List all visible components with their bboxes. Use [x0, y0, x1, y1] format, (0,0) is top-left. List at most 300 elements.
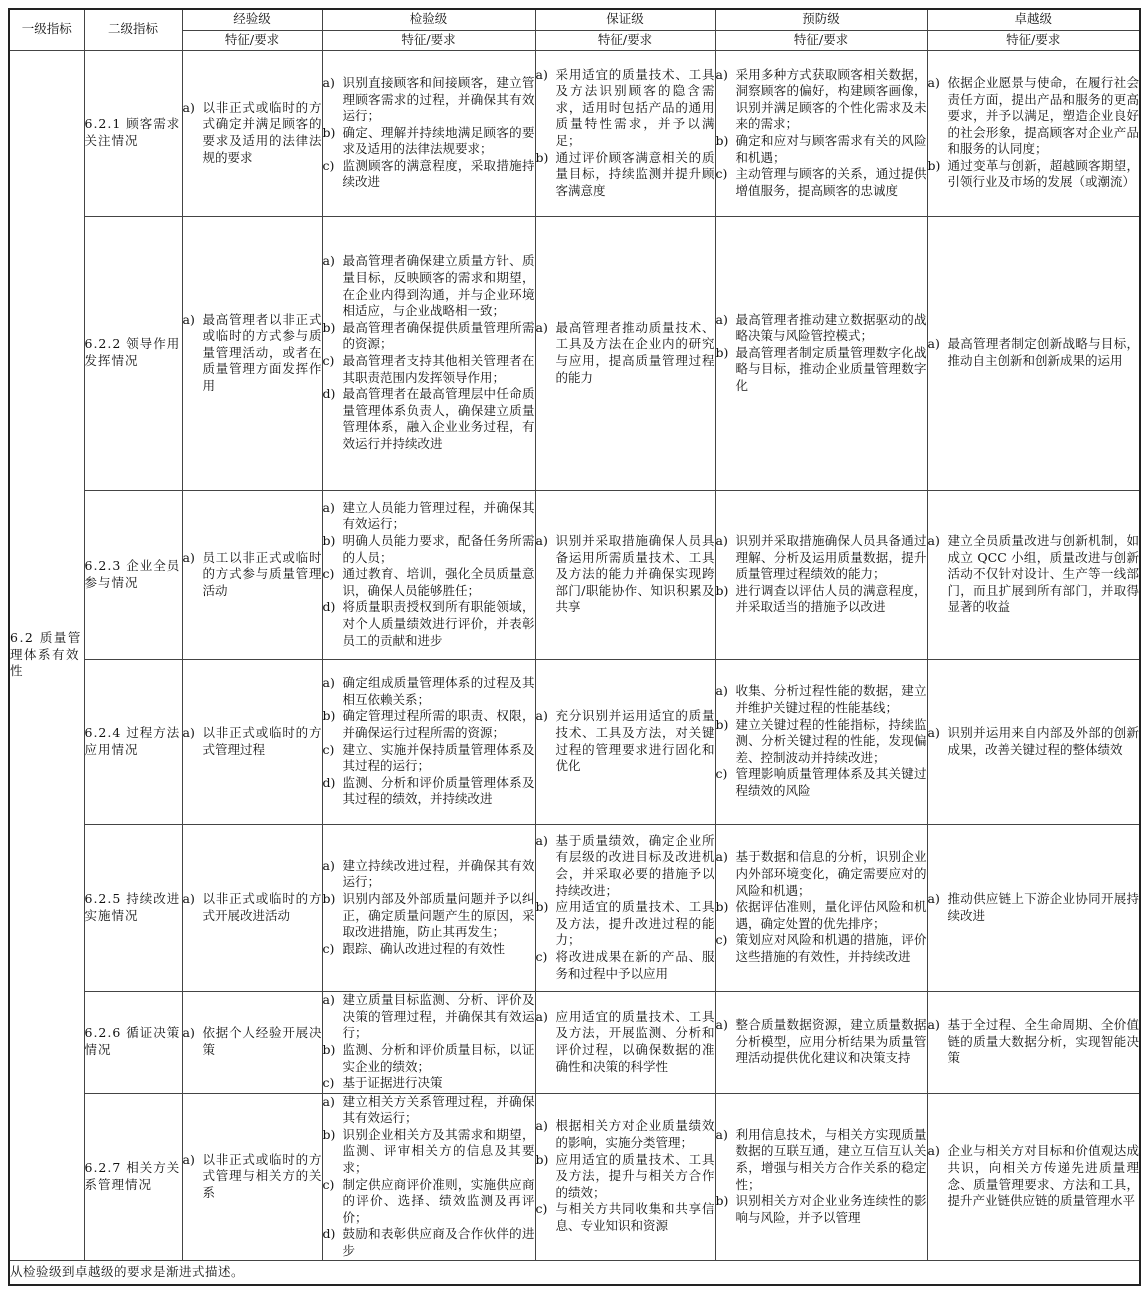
requirement-cell [182, 824, 322, 991]
requirement-item [536, 150, 715, 200]
requirement-item [716, 345, 927, 395]
requirement-item [716, 67, 927, 133]
item-marker: a) [535, 66, 548, 82]
requirement-cell [715, 216, 927, 490]
item-marker: c) [715, 932, 728, 948]
requirement-list [536, 833, 715, 982]
requirement-list [716, 1017, 927, 1067]
item-text: 建立质量目标监测、分析、评价及决策的管理过程，并确保其有效运行； [342, 992, 535, 1041]
item-marker: b) [535, 899, 549, 915]
item-marker: a) [927, 890, 940, 906]
item-marker: a) [182, 724, 195, 740]
requirement-item [323, 533, 535, 566]
requirement-cell [535, 490, 715, 659]
item-marker: b) [715, 582, 729, 598]
table-row [9, 490, 1140, 659]
requirement-item [323, 75, 535, 125]
requirement-item [928, 75, 1140, 158]
requirement-item [536, 1118, 715, 1151]
table-row [9, 50, 1140, 216]
requirement-cell [322, 824, 535, 991]
item-marker: b) [715, 716, 729, 732]
requirement-item [323, 566, 535, 599]
requirement-item [323, 742, 535, 775]
requirement-cell [535, 659, 715, 824]
requirement-item [928, 158, 1140, 191]
requirement-item [183, 725, 322, 758]
table-body [9, 50, 1140, 1260]
item-marker: a) [535, 319, 548, 335]
requirement-item [183, 100, 322, 166]
requirement-list [323, 1094, 535, 1260]
item-text: 充分识别并运用适宜的质量技术、工具及方法，对关键过程的管理要求进行固化和优化 [555, 708, 715, 774]
item-text: 识别并采取措施确保人员具备通过理解、分析及运用质量数据，提升质量管理过程绩效的能力； [735, 533, 927, 582]
requirement-item [323, 1094, 535, 1127]
requirement-item [323, 1177, 535, 1227]
requirement-list [928, 891, 1140, 924]
requirement-cell [322, 50, 535, 216]
item-marker: a) [715, 533, 728, 549]
requirement-item [323, 858, 535, 891]
item-marker: a) [715, 311, 728, 327]
item-marker: a) [535, 1008, 548, 1024]
item-marker: c) [322, 1176, 335, 1192]
requirement-item [928, 336, 1140, 369]
item-text: 建立相关方关系管理过程，并确保其有效运行； [342, 1093, 535, 1126]
requirement-item [716, 133, 927, 166]
item-text: 利用信息技术，与相关方实现质量数据的互联互通，建立互信互认关系，增强与相关方合作关系的稳定性； [735, 1126, 927, 1192]
requirement-item [716, 1193, 927, 1226]
level2-indicator: 6.2.6 循证决策情况 [84, 991, 182, 1093]
item-marker: a) [322, 253, 335, 269]
requirement-item [323, 253, 535, 319]
requirement-item [716, 312, 927, 345]
table-row [9, 659, 1140, 824]
item-text: 基于质量绩效，确定企业所有层级的改进目标及改进机会，并采取必要的措施予以持续改进； [555, 832, 715, 898]
requirement-cell [182, 216, 322, 490]
item-marker: b) [715, 899, 729, 915]
requirement-list [183, 891, 322, 924]
item-marker: b) [715, 344, 729, 360]
item-text: 员工以非正式或临时的方式参与质量管理活动 [202, 549, 322, 598]
item-text: 最高管理者确保建立质量方针、质量目标，反映顾客的需求和期望，在企业内得到沟通，并与企业环境相适应，与企业战略相一致； [342, 253, 535, 319]
item-marker: a) [535, 832, 548, 848]
requirement-item [323, 675, 535, 708]
item-marker: a) [715, 849, 728, 865]
item-text: 识别内部及外部质量问题并予以纠正，确定质量问题产生的原因，采取改进措施，防止其再发生； [342, 890, 535, 940]
requirement-item [536, 708, 715, 774]
requirement-list [716, 312, 927, 395]
requirement-cell [535, 991, 715, 1093]
item-marker: c) [715, 166, 728, 182]
level1-indicator: 6.2 质量管理体系有效性 [9, 50, 84, 1260]
requirement-item [323, 158, 535, 191]
item-text: 整合质量数据资源，建立质量数据分析模型，应用分析结果为质量管理活动提供优化建议和决策支持 [735, 1017, 927, 1066]
requirement-item [716, 766, 927, 799]
requirement-cell [322, 216, 535, 490]
requirement-cell [535, 216, 715, 490]
item-marker: a) [182, 99, 195, 115]
requirement-item [323, 1042, 535, 1075]
item-marker: a) [715, 683, 728, 699]
item-marker: c) [322, 566, 335, 582]
item-marker: a) [927, 533, 940, 549]
requirement-cell [182, 991, 322, 1093]
item-marker: c) [322, 940, 335, 956]
item-text: 制定供应商评价准则，实施供应商的评价、选择、绩效监测及再评价； [342, 1176, 535, 1225]
subheader-requirements: 特征/要求 [927, 30, 1140, 50]
item-marker: b) [322, 533, 336, 549]
item-text: 最高管理者推动质量技术、工具及方法在企业内的研究与应用，提高质量管理过程的能力 [555, 319, 715, 385]
requirement-list [716, 533, 927, 616]
requirement-item [536, 320, 715, 386]
requirement-cell [715, 824, 927, 991]
item-text: 明确人员能力要求，配备任务所需的人员； [342, 533, 535, 565]
requirement-list [536, 708, 715, 774]
requirement-cell [182, 490, 322, 659]
level2-indicator: 6.2.3 企业全员参与情况 [84, 490, 182, 659]
item-marker: b) [535, 1151, 549, 1167]
requirement-item [716, 849, 927, 899]
item-text: 进行调查以评估人员的满意程度，并采取适当的措施予以改进 [735, 582, 927, 615]
item-text: 确定管理过程所需的职责、权限，并确保运行过程所需的资源； [342, 708, 535, 740]
item-marker: a) [715, 1017, 728, 1033]
item-text: 将质量职责授权到所有职能领域，对个人质量绩效进行评价，并表彰员工的贡献和进步 [342, 599, 535, 648]
requirement-item [716, 683, 927, 716]
requirement-item [536, 833, 715, 899]
item-text: 以非正式或临时的方式管理过程 [202, 724, 322, 757]
requirement-item [323, 708, 535, 741]
requirement-list [536, 533, 715, 616]
item-text: 建立关键过程的性能指标，持续监测、分析关键过程的性能，发现偏差、控制波动并持续改进； [735, 716, 927, 765]
item-text: 识别并采取措施确保人员具备运用所需质量技术、工具及方法的能力并确保实现跨部门/职能协作、知识积累及共享 [555, 533, 715, 615]
requirement-item [183, 312, 322, 395]
item-marker: a) [182, 311, 195, 327]
requirement-list [928, 725, 1140, 758]
item-text: 策划应对风险和机遇的措施，评价这些措施的有效性，并持续改进 [735, 932, 927, 964]
requirement-list [183, 312, 322, 395]
requirement-item [928, 1017, 1140, 1067]
subheader-requirements: 特征/要求 [715, 30, 927, 50]
requirement-item [323, 386, 535, 452]
requirement-item [928, 533, 1140, 616]
requirement-list [183, 550, 322, 600]
requirement-list [928, 75, 1140, 191]
requirement-item [323, 1226, 535, 1259]
requirement-cell [182, 1093, 322, 1260]
level2-indicator: 6.2.4 过程方法应用情况 [84, 659, 182, 824]
item-marker: b) [535, 149, 549, 165]
item-marker: a) [322, 74, 335, 90]
item-text: 企业与相关方对目标和价值观达成共识，向相关方传递先进质量理念、质量管理要求、方法和工具，提升产业链供应链的质量管理水平 [947, 1143, 1139, 1209]
item-marker: a) [182, 1151, 195, 1167]
item-text: 与相关方共同收集和共享信息、专业知识和资源 [555, 1201, 715, 1233]
requirement-item [536, 67, 715, 150]
item-marker: b) [322, 319, 336, 335]
item-text: 根据相关方对企业质量绩效的影响，实施分类管理； [555, 1118, 715, 1151]
requirement-item [716, 1127, 927, 1193]
requirement-list [928, 336, 1140, 369]
item-marker: b) [322, 1042, 336, 1057]
requirement-list [323, 858, 535, 958]
requirement-item [928, 725, 1140, 758]
requirement-cell [322, 490, 535, 659]
requirement-item [323, 1075, 535, 1092]
requirement-item [716, 533, 927, 583]
item-marker: c) [322, 157, 335, 173]
item-text: 最高管理者以非正式或临时的方式参与质量管理活动，或者在质量管理方面发挥作用 [202, 311, 322, 393]
requirement-item [536, 1201, 715, 1234]
header-grade-prevention: 预防级 [715, 9, 927, 30]
item-text: 应用适宜的质量技术、工具及方法，提升与相关方合作的绩效； [555, 1151, 715, 1200]
requirement-cell [927, 991, 1140, 1093]
item-marker: a) [322, 499, 335, 515]
item-marker: a) [182, 890, 195, 906]
requirement-item [323, 941, 535, 958]
item-marker: a) [927, 336, 940, 352]
requirement-list [323, 75, 535, 191]
item-marker: a) [535, 1118, 548, 1134]
requirement-item [928, 891, 1140, 924]
requirement-item [716, 166, 927, 199]
item-text: 通过教育、培训，强化全员质量意识，确保人员能够胜任； [342, 566, 535, 598]
header-level2: 二级指标 [84, 9, 182, 50]
item-text: 依据评估准则，量化评估风险和机遇，确定处置的优先排序； [735, 899, 927, 931]
item-marker: c) [535, 1201, 548, 1217]
requirement-item [716, 1017, 927, 1067]
requirement-list [716, 1127, 927, 1227]
requirement-item [183, 550, 322, 600]
requirement-item [323, 599, 535, 649]
requirement-cell [182, 50, 322, 216]
item-marker: d) [322, 774, 336, 790]
requirement-list [323, 992, 535, 1092]
requirement-list [183, 100, 322, 166]
item-text: 最高管理者制定创新战略与目标，推动自主创新和创新成果的运用 [947, 336, 1139, 368]
header-grade-excellence: 卓越级 [927, 9, 1140, 30]
item-text: 以非正式或临时的方式确定并满足顾客的要求及适用的法律法规的要求 [202, 99, 322, 165]
item-marker: a) [535, 533, 548, 549]
requirement-item [716, 583, 927, 616]
requirement-cell [927, 490, 1140, 659]
item-marker: a) [927, 74, 940, 90]
item-marker: a) [322, 675, 335, 691]
item-text: 最高管理者确保提供质量管理所需的资源； [342, 319, 535, 352]
requirement-cell [322, 659, 535, 824]
item-text: 鼓励和表彰供应商及合作伙伴的进步 [342, 1226, 535, 1258]
requirement-item [323, 125, 535, 158]
item-text: 收集、分析过程性能的数据，建立并维护关键过程的性能基线； [735, 683, 927, 716]
item-marker: b) [322, 1126, 336, 1142]
item-marker: a) [322, 1093, 335, 1109]
requirement-cell [715, 50, 927, 216]
item-marker: a) [927, 724, 940, 740]
requirement-item [323, 891, 535, 941]
item-marker: c) [715, 766, 728, 782]
item-marker: b) [322, 124, 336, 140]
item-marker: c) [535, 948, 548, 964]
item-marker: a) [182, 549, 195, 565]
item-text: 基于数据和信息的分析，识别企业内外部环境变化，确定需要应对的风险和机遇； [735, 849, 927, 898]
item-text: 识别相关方对企业业务连续性的影响与风险，并予以管理 [735, 1193, 927, 1225]
requirement-list [536, 67, 715, 200]
item-marker: b) [715, 1193, 729, 1209]
requirement-cell [715, 659, 927, 824]
item-text: 采用适宜的质量技术、工具及方法识别顾客的隐含需求，适用时包括产品的通用质量特性需求，并予以满足； [555, 66, 715, 148]
subheader-requirements: 特征/要求 [182, 30, 322, 50]
item-text: 监测顾客的满意程度，采取措施持续改进 [342, 157, 535, 190]
requirement-item [716, 932, 927, 965]
item-text: 确定、理解并持续地满足顾客的要求及适用的法律法规要求； [342, 124, 535, 157]
item-text: 最高管理者支持其他相关管理者在其职责范围内发挥领导作用； [342, 353, 535, 385]
item-text: 跟踪、确认改进过程的有效性 [342, 940, 506, 956]
item-text: 确定和应对与顾客需求有关的风险和机遇； [735, 133, 927, 165]
item-text: 依据个人经验开展决策 [202, 1025, 322, 1057]
item-marker: a) [715, 1126, 728, 1142]
requirement-item [323, 775, 535, 808]
level2-indicator: 6.2.1 顾客需求关注情况 [84, 50, 182, 216]
item-text: 管理影响质量管理体系及其关键过程绩效的风险 [735, 766, 927, 798]
item-marker: b) [322, 708, 336, 724]
item-marker: d) [322, 1226, 336, 1242]
requirement-item [536, 533, 715, 616]
subheader-requirements: 特征/要求 [322, 30, 535, 50]
requirement-cell [535, 50, 715, 216]
item-text: 建立持续改进过程，并确保其有效运行； [342, 857, 535, 890]
item-text: 基于证据进行决策 [342, 1075, 443, 1091]
subheader-requirements: 特征/要求 [535, 30, 715, 50]
item-marker: a) [535, 708, 548, 724]
item-marker: d) [322, 386, 336, 402]
requirement-item [928, 1143, 1140, 1209]
requirement-list [716, 67, 927, 200]
item-text: 以非正式或临时的方式管理与相关方的关系 [202, 1151, 322, 1200]
requirement-list [928, 533, 1140, 616]
requirement-cell [322, 1093, 535, 1260]
table-row [9, 991, 1140, 1093]
requirement-cell [927, 1093, 1140, 1260]
level2-indicator: 6.2.5 持续改进实施情况 [84, 824, 182, 991]
header-grade-inspection: 检验级 [322, 9, 535, 30]
item-text: 识别直接顾客和间接顾客，建立管理顾客需求的过程，并确保其有效运行； [342, 74, 535, 124]
maturity-table [8, 8, 1141, 1286]
item-text: 推动供应链上下游企业协同开展持续改进 [947, 890, 1139, 923]
requirement-cell [535, 1093, 715, 1260]
item-text: 最高管理者在最高管理层中任命质量管理体系负责人，确保建立质量管理体系，融入企业业务过程，有效运行并持续改进 [342, 386, 535, 451]
requirement-item [536, 899, 715, 949]
item-text: 基于全过程、全生命周期、全价值链的质量大数据分析，实现智能决策 [947, 1017, 1139, 1066]
requirement-item [183, 1152, 322, 1202]
requirement-item [183, 1025, 322, 1058]
item-marker: a) [927, 1143, 940, 1159]
item-text: 最高管理者制定质量管理数字化战略与目标，推动企业质量管理数字化 [735, 344, 927, 393]
requirement-item [323, 500, 535, 533]
item-marker: c) [322, 353, 335, 368]
item-text: 建立、实施并保持质量管理体系及其过程的运行； [342, 741, 535, 774]
item-text: 将改进成果在新的产品、服务和过程中予以应用 [555, 948, 715, 981]
item-text: 通过评价顾客满意相关的质量目标，持续监测并提升顾客满意度 [555, 149, 715, 198]
item-text: 确定组成质量管理体系的过程及其相互依赖关系； [342, 675, 535, 707]
requirement-item [716, 717, 927, 767]
requirement-list [536, 1118, 715, 1234]
requirement-cell [322, 991, 535, 1093]
table-row [9, 1093, 1140, 1260]
item-text: 依据企业愿景与使命，在履行社会责任方面，提出产品和服务的更高要求，并予以满足，塑造企业良好的社会形象，提高顾客对企业产品和服务的认同度； [947, 74, 1139, 157]
requirement-list [323, 500, 535, 649]
requirement-list [183, 725, 322, 758]
item-text: 通过变革与创新，超越顾客期望，引领行业及市场的发展（或潮流） [947, 157, 1139, 190]
level2-indicator: 6.2.7 相关方关系管理情况 [84, 1093, 182, 1260]
requirement-list [183, 1152, 322, 1202]
requirement-item [716, 899, 927, 932]
item-marker: b) [322, 890, 336, 906]
item-text: 以非正式或临时的方式开展改进活动 [202, 890, 322, 923]
requirement-item [323, 992, 535, 1042]
requirement-item [323, 353, 535, 386]
item-marker: c) [322, 1075, 335, 1091]
item-text: 应用适宜的质量技术、工具及方法，提升改进过程的能力； [555, 899, 715, 948]
requirement-cell [927, 824, 1140, 991]
item-marker: d) [322, 599, 336, 615]
item-text: 建立全员质量改进与创新机制，如成立 QCC 小组，质量改进与创新活动不仅针对设计、生产等一线部门，而且扩展到所有部门，并取得显著的收益 [947, 533, 1139, 615]
requirement-cell [715, 991, 927, 1093]
requirement-item [183, 891, 322, 924]
requirement-list [323, 253, 535, 452]
requirement-cell [715, 1093, 927, 1260]
item-text: 应用适宜的质量技术、工具及方法，开展监测、分析和评价过程，以确保数据的准确性和决策的科学性 [555, 1008, 715, 1074]
requirement-item [536, 949, 715, 982]
requirement-cell [535, 824, 715, 991]
item-marker: a) [322, 992, 335, 1008]
item-marker: a) [927, 1017, 940, 1033]
item-text: 最高管理者推动建立数据驱动的战略决策与风险管控模式； [735, 311, 927, 344]
item-text: 采用多种方式获取顾客相关数据，洞察顾客的偏好，构建顾客画像，识别并满足顾客的个性化需求及未来的需求； [735, 66, 927, 132]
requirement-list [928, 1143, 1140, 1209]
requirement-item [323, 1127, 535, 1177]
item-text: 主动管理与顾客的关系，通过提供增值服务，提高顾客的忠诚度 [735, 166, 927, 198]
requirement-cell [927, 216, 1140, 490]
item-text: 监测、分析和评价质量管理体系及其过程的绩效，并持续改进 [342, 774, 535, 807]
requirement-cell [715, 490, 927, 659]
header-level1: 一级指标 [9, 9, 84, 50]
item-text: 监测、分析和评价质量目标，以证实企业的绩效； [342, 1042, 535, 1074]
item-text: 建立人员能力管理过程，并确保其有效运行； [342, 499, 535, 532]
item-text: 识别企业相关方及其需求和期望，监测、评审相关方的信息及其要求； [342, 1126, 535, 1175]
requirement-cell [927, 50, 1140, 216]
table-row [9, 824, 1140, 991]
item-marker: c) [322, 741, 335, 757]
level2-indicator: 6.2.2 领导作用发挥情况 [84, 216, 182, 490]
requirement-item [323, 320, 535, 353]
requirement-list [536, 320, 715, 386]
requirement-item [536, 1152, 715, 1202]
item-marker: a) [715, 66, 728, 82]
item-marker: a) [322, 857, 335, 873]
item-text: 识别并运用来自内部及外部的创新成果，改善关键过程的整体绩效 [947, 724, 1139, 757]
item-marker: a) [182, 1025, 195, 1041]
header-grade-experience: 经验级 [182, 9, 322, 30]
item-marker: b) [927, 157, 941, 173]
table-row [9, 216, 1140, 490]
requirement-list [183, 1025, 322, 1058]
requirement-list [716, 683, 927, 799]
requirement-list [716, 849, 927, 965]
requirement-item [536, 1009, 715, 1075]
item-marker: b) [715, 133, 729, 148]
requirement-list [928, 1017, 1140, 1067]
requirement-list [323, 675, 535, 808]
requirement-list [536, 1009, 715, 1075]
